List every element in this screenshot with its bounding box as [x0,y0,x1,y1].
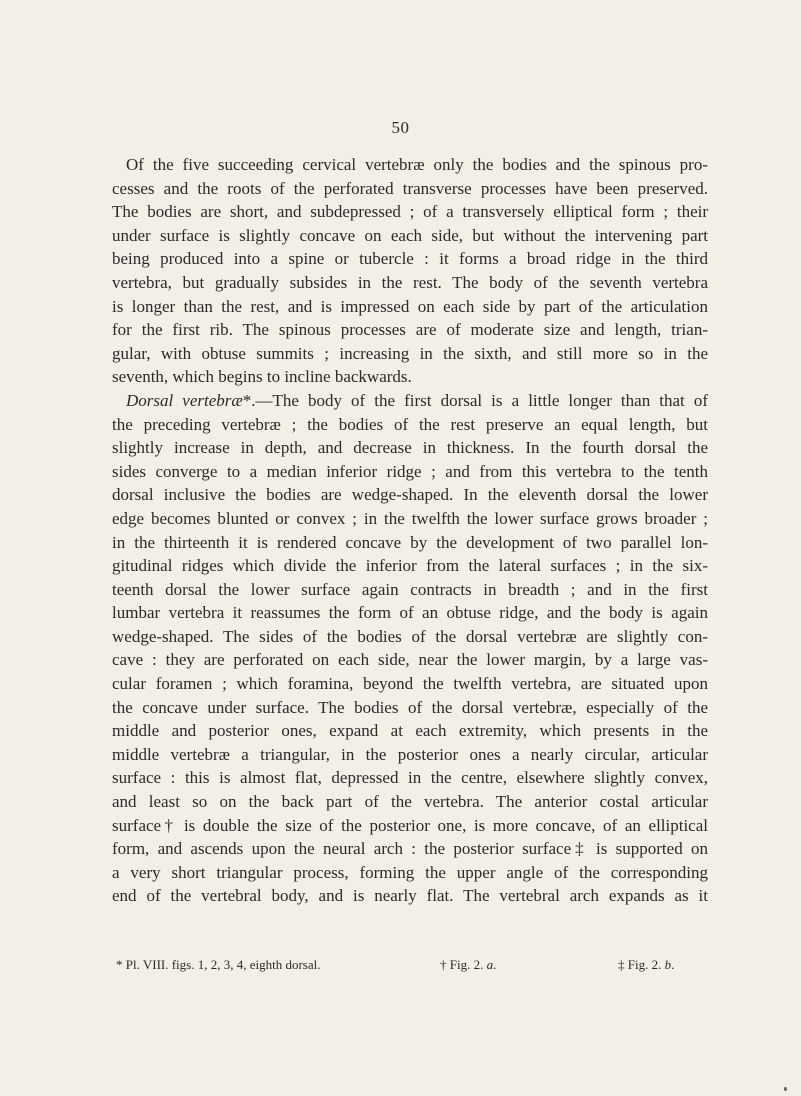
text-line: Of the five succeeding cervical vertebræ only the bodies and the spinous pro- [126,155,708,174]
text-line: gular, with obtuse summits ; increasing in the sixth, and still more so in the [112,343,708,363]
text-line: slightly increase in depth, and decrease in thickness. In the fourth dorsal the [112,438,708,458]
text-line: form, and ascends upon the neural arch : the posterior surface‡ is supported on [112,839,708,859]
text-line: being produced into a spine or tubercle : it forms a broad ridge in the third [112,249,708,269]
page-number: 50 [391,118,410,137]
footnote: † Fig. 2. a. [440,957,497,972]
text-line: seventh, which begins to incline backwards. [112,367,412,387]
text-line: and least so on the back part of the vertebra. The anterior costal articular [112,792,708,812]
body-text [112,153,708,908]
text-line: the preceding vertebræ ; the bodies of the rest preserve an equal length, but [112,414,708,434]
text-line: vertebra, but gradually subsides in the rest. The body of the seventh vertebra [112,272,708,292]
text-line: under surface is slightly concave on each side, but without the intervening part [112,225,708,245]
text-line: dorsal inclusive the bodies are wedge-shaped. In the eleventh dorsal the lower [112,485,708,505]
text-line: teenth dorsal the lower surface again contracts in breadth ; and in the first [112,579,708,599]
footnote: ‡ Fig. 2. b. [618,957,675,972]
text-line: edge becomes blunted or convex ; in the twelfth the lower surface grows broader ; [112,508,708,528]
text-line: middle and posterior ones, expand at each extremity, which presents in the [112,721,708,741]
figure-letter: b [664,957,672,972]
figure-letter: a [486,957,494,972]
section-heading: Dorsal vertebræ [126,390,243,410]
footnote: * Pl. VIII. figs. 1, 2, 3, 4, eighth dorsal. [116,957,321,972]
text-line: cesses and the roots of the perforated transverse processes have been preserved. [112,178,708,198]
text-line: the concave under surface. The bodies of the dorsal vertebræ, especially of the [112,697,708,717]
paper-speck [784,1087,787,1091]
text-line: middle vertebræ a triangular, in the posterior ones a nearly circular, articular [112,744,708,764]
text-line: wedge-shaped. The sides of the bodies of the dorsal vertebræ are slightly con- [112,626,708,646]
text-line: a very short triangular process, forming the upper angle of the corresponding [112,862,708,882]
text-line: sides converge to a median inferior ridge ; and from this vertebra to the tenth [112,461,708,481]
text-line: surface† is double the size of the posterior one, is more concave, of an elliptical [112,815,708,835]
text-line: for the first rib. The spinous processes are of moderate size and length, trian- [112,320,708,340]
text-line: The bodies are short, and subdepressed ; of a transversely elliptical form ; their [112,202,708,222]
text-line: is longer than the rest, and is impressed on each side by part of the articulation [112,296,708,316]
text-line: gitudinal ridges which divide the inferior from the lateral surfaces ; in the six- [112,556,708,576]
text-line: surface : this is almost flat, depressed in the centre, elsewhere slightly convex, [112,768,708,788]
text-line: lumbar vertebra it reassumes the form of an obtuse ridge, and the body is again [112,603,708,623]
text-line: end of the vertebral body, and is nearly flat. The vertebral arch expands as it [112,886,708,906]
text-line: Dorsal vertebræ*.—The body of the first dorsal is a little longer than that of [126,390,708,410]
text-line: cave : they are perforated on each side, near the lower margin, by a large vas- [112,650,708,670]
text-line: in the thirteenth it is rendered concave by the development of two parallel lon- [112,532,708,552]
text-line: cular foramen ; which foramina, beyond the twelfth vertebra, are situated upon [112,674,708,694]
